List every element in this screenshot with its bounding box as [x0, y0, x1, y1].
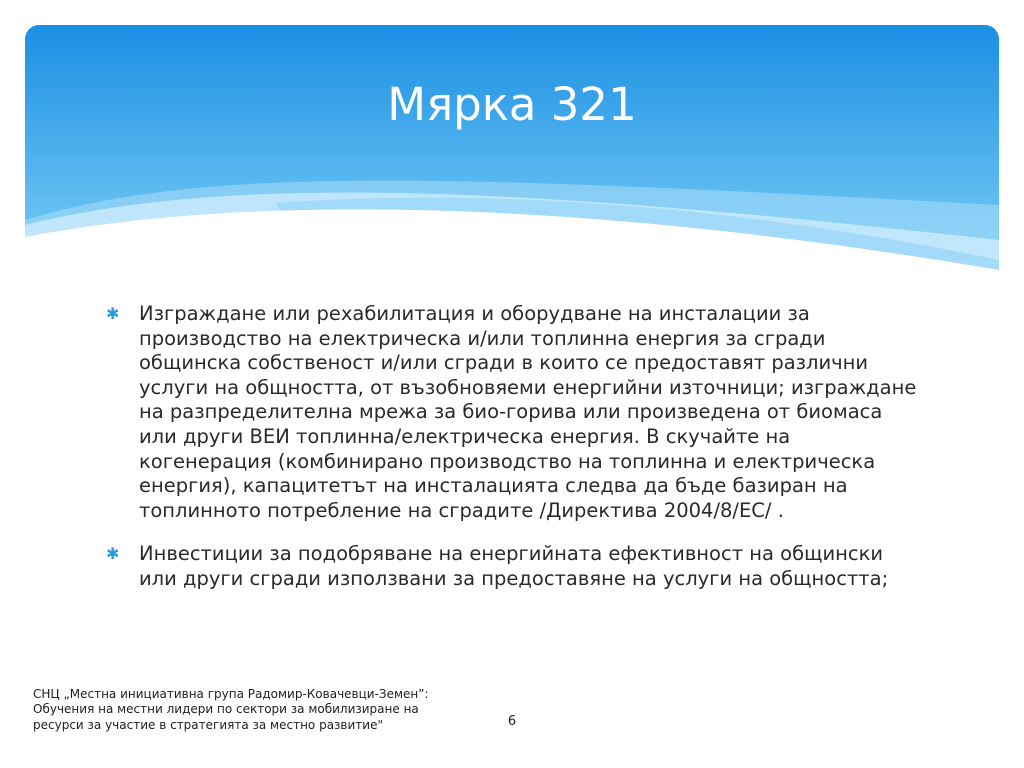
bullet-item	[106, 542, 926, 591]
slide-title: Мярка 321	[387, 78, 637, 131]
bullet-text: Инвестиции за подобряване на енергийната ефективност на общински или други сгради използвани за предоставяне на услуги на общността;	[139, 542, 889, 590]
footer-text: СНЦ „Местна инициативна група Радомир-Ковачевци-Земен”: Обучения на местни лидери по сектори за мобилизиране на ресурси за участие в стратегията за местно развитие"	[33, 687, 429, 732]
bullet-text: Изграждане или рехабилитация и оборудване на инсталации за производство на електрическа и/или топлинна енергия за сгради общинска собственост и/или сгради в които се предоставят различни услуги на общността, от възобновяеми енергийни източници; изграждане на разпределителна мрежа за био-горива или произведена от биомаса или други ВЕИ топлинна/електрическа енергия. В скучайте на когенерация (комбинирано производство на топлинна и електрическа енергия), капацитетът на инсталацията следва да бъде базиран на топлинното потребление на сградите /Директива 2004/8/ЕС/ .	[139, 302, 917, 522]
title-banner	[25, 25, 999, 277]
bullet-list	[106, 302, 926, 592]
bullet-item	[106, 302, 926, 523]
asterisk-bullet-icon: ✱	[106, 304, 120, 323]
page-number: 6	[507, 714, 517, 729]
asterisk-bullet-icon: ✱	[106, 544, 120, 564]
wave-background	[25, 25, 999, 277]
